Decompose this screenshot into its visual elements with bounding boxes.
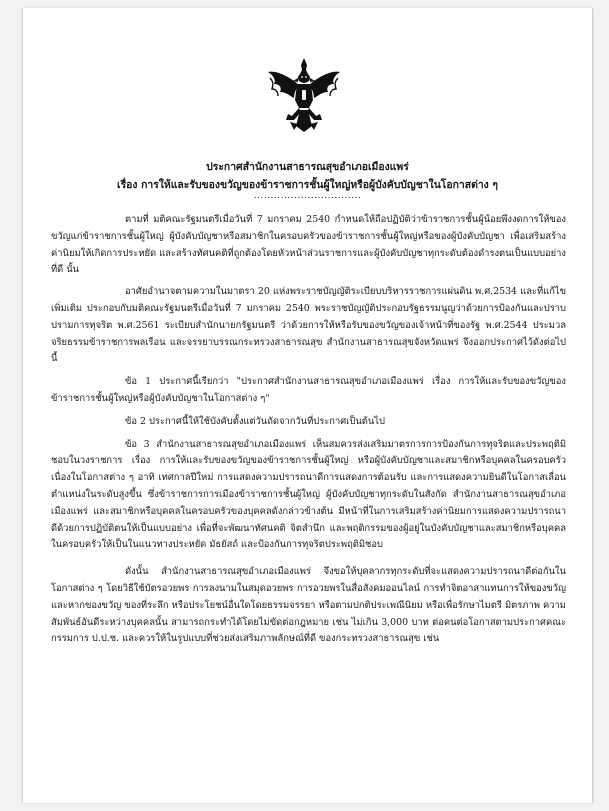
document-body: [51, 212, 566, 648]
paragraph-authority: อาศัยอำนาจตามความในมาตรา 20 แห่งพระราชบัญญัติระเบียบบริหารราชการแผ่นดิน พ.ศ.2534 และที่แก้ไขเพิ่มเติม ประกอบกับมติคณะรัฐมนตรีเมื่อวันที่ 7 มกราคม 2540 พระราชบัญญัติประกอบรัฐธรรมนูญว่าด้วยการป้องกันและปราบปรามการทุจริต พ.ศ.2561 ระเบียบสำนักนายกรัฐมนตรี ว่าด้วยการให้หรือรับของขวัญของเจ้าหน้าที่ของรัฐ พ.ศ.2544 ประมวลจริยธรรมข้าราชการพลเรือน และจรรยาบรรณกระทรวงสาธารณสุข สำนักงานสาธารณสุขจังหวัดแพร่ จึงออกประกาศไว้ดังต่อไปนี้: [51, 286, 566, 365]
paragraph-clause-2: ข้อ 2 ประกาศนี้ให้ใช้บังคับตั้งแต่วันถัดจากวันที่ประกาศเป็นต้นไป: [125, 415, 385, 427]
title-separator: ................................: [253, 191, 362, 201]
garuda-emblem-icon: [264, 56, 344, 134]
paragraph-preamble: ตามที่ มติคณะรัฐมนตรีเมื่อวันที่ 7 มกราคม 2540 กำหนดให้ถือปฏิบัติว่าข้าราชการชั้นผู้น้อยพึงงดการให้ของขวัญแก่ข้าราชการชั้นผู้ใหญ่ ผู้บังคับบัญชาหรือสมาชิกในครอบครัวของข้าราชการชั้นผู้ใหญ่หรือของผู้บังคับบัญชา เพื่อเสริมสร้างค่านิยมให้เกิดการประหยัด และสร้างทัศนคติที่ถูกต้องโดยหัวหน้าส่วนราชการและผู้บังคับบัญชาทุกระดับต้องดำรงตนเป็นแบบอย่างที่ดี นั้น: [51, 214, 567, 276]
paragraph-conclusion: ดังนั้น สำนักงานสาธารณสุขอำเภอเมืองแพร่ จึงขอให้บุคลากรทุกระดับที่จะแสดงความปรารถนาดีต่อกันในโอกาสต่าง ๆ โดยวิธีใช้บัตรอวยพร การลงนามในสมุดอวยพร การอวยพรในสื่อสังคมออนไลน์ การทำจิตอาสาแทนการให้ของขวัญ และหากของขวัญ ของที่ระลึก หรือประโยชน์อื่นใดโดยธรรมจรรยา หรือตามปกติประเพณีนิยม หรือเพื่อรักษาไมตรี มิตรภาพ ความสัมพันธ์อันดีระหว่างบุคคลนั้น สามารถกระทำได้โดยไม่ขัดต่อกฎหมาย เช่น ไม่เกิน 3,000 บาท ต่อคนต่อโอกาสตามประกาศคณะกรรมการ ป.ป.ช. และควรให้ในรูปแบบที่ช่วยส่งเสริมภาพลักษณ์ที่ดี ของกระทรวงสาธารณสุข เช่น: [51, 566, 566, 645]
document-page: [22, 8, 593, 803]
document-subject: เรื่อง การให้และรับของขวัญของข้าราชการชั้นผู้ใหญ่หรือผู้บังคับบัญชาในโอกาสต่าง ๆ: [117, 179, 498, 191]
paragraph-clause-1: ข้อ 1 ประกาศนี้เรียกว่า "ประกาศสำนักงานสาธารณสุขอำเภอเมืองแพร่ เรื่อง การให้และรับของขวัญของข้าราชการชั้นผู้ใหญ่หรือผู้บังคับบัญชาในโอกาสต่าง ๆ": [51, 376, 566, 404]
document-title: ประกาศสำนักงานสาธารณสุขอำเภอเมืองแพร่: [206, 161, 409, 173]
paragraph-clause-3: ข้อ 3 สำนักงานสาธารณสุขอำเภอเมืองแพร่ เห็นสมควรส่งเสริมมาตรการการป้องกันการทุจริตและประพฤติมิชอบในวงราชการ เรื่อง การให้และรับของขวัญของข้าราชการชั้นผู้ใหญ่ หรือผู้บังคับบัญชาและสมาชิกหรือบุคคลในครอบครัว เนื่องในโอกาสต่าง ๆ อาทิ เทศกาลปีใหม่ การแสดงความปรารถนาดีการแสดงการต้อนรับ และการแสดงความยินดีในโอกาสเลื่อนตำแหน่งในระดับสูงขึ้น ซึ่งข้าราชการการเมืองข้าราชการชั้นผู้ใหญ่ ผู้บังคับบัญชาทุกระดับในสังกัด สำนักงานสาธารณสุขอำเภอเมืองแพร่ และสมาชิกหรือบุคคลในครอบครัวของบุคคลดังกล่าวข้างต้น มีหน้าที่ในการเสริมสร้างค่านิยมการแสดงความปรารถนาดีด้วยการปฏิบัติตนให้เป็นแบบอย่าง เพื่อที่จะพัฒนาทัศนคติ จิตสำนึก และพฤติกรรมของผู้อยู่ในบังคับบัญชาและสมาชิกหรือบุคคลในครอบครัวให้เป็นในแนวทางประหยัด มัธยัสถ์ และป้องกันการทุจริตประพฤติมิชอบ: [51, 438, 566, 551]
